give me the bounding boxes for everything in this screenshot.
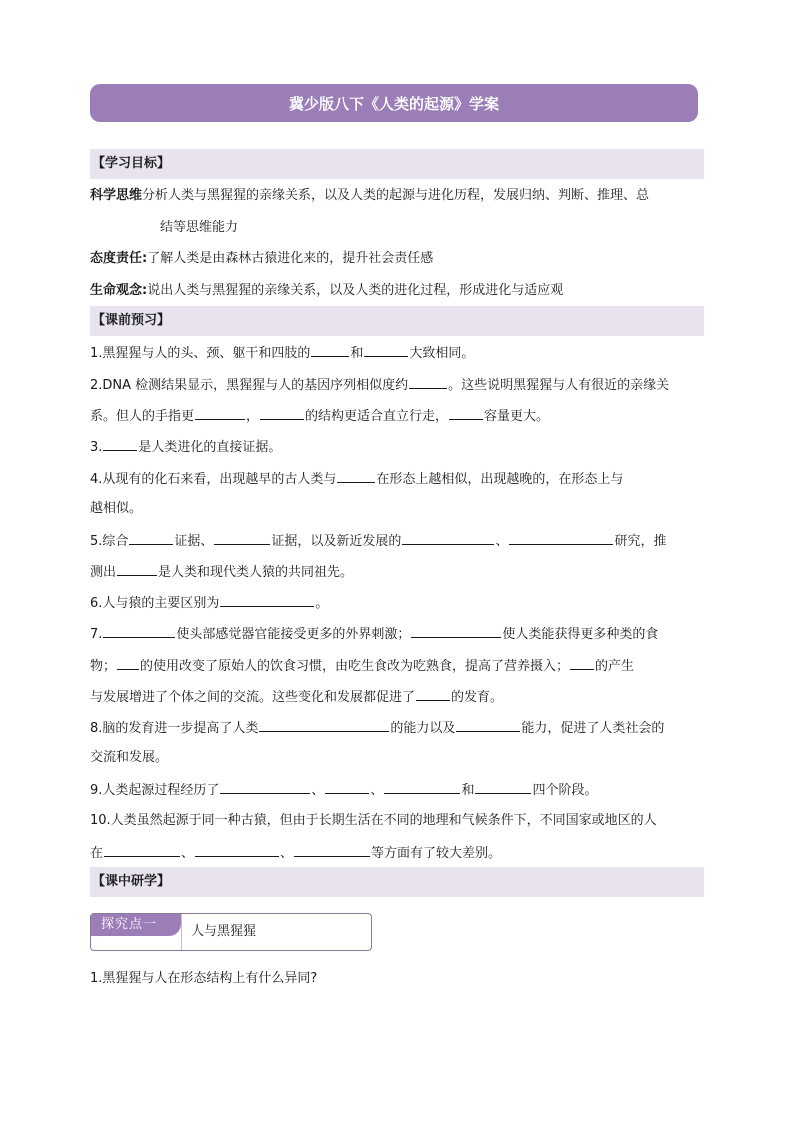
preview-question-9 [90,779,706,801]
text: 是人类和现代类人猿的共同祖先。 [158,565,354,580]
text: 的产生 [595,659,635,674]
text: 的使用改变了原始人的饮食习惯，由吃生食改为吃熟食，提高了营养摄入； [140,659,570,674]
answer-blank[interactable] [103,436,137,451]
answer-blank[interactable] [325,779,369,794]
preview-question-7-cont [90,655,706,677]
preview-question-10 [90,811,706,831]
text: 在形态上越相似，出现越晚的，在形态上与 [376,472,624,487]
answer-blank[interactable] [260,405,304,420]
text: 证据、 [174,534,214,549]
preview-question-7 [90,623,706,645]
text: 等方面有了较大差别。 [371,846,502,861]
text: 的结构更适合直立行走， [305,409,449,424]
preview-question-5-cont [90,561,706,583]
text: 系。但人的手指更 [90,409,195,424]
answer-blank[interactable] [311,342,349,357]
text: 。 [315,596,329,611]
answer-blank[interactable] [416,686,450,701]
goal-label: 生命观念: [90,283,148,298]
answer-blank[interactable] [195,842,279,857]
answer-blank[interactable] [103,623,175,638]
answer-blank[interactable] [402,530,494,545]
text: 证据，以及新近发展的 [271,534,402,549]
section-header-study: 【课中研学】 [90,867,704,897]
section-header-preview: 【课前预习】 [90,306,704,336]
text: 四个阶段。 [532,783,598,798]
text: 是人类进化的直接证据。 [138,440,282,455]
goal-science-thinking [90,186,706,206]
text: 6.人与猿的主要区别为 [90,596,220,611]
answer-blank[interactable] [117,561,157,576]
goal-attitude [90,249,706,269]
preview-question-8 [90,717,706,739]
preview-question-8-cont [90,748,706,768]
answer-blank[interactable] [449,405,483,420]
answer-blank[interactable] [294,842,370,857]
answer-blank[interactable] [456,717,520,732]
answer-blank[interactable] [475,779,531,794]
text: 、 [280,846,294,861]
answer-blank[interactable] [337,468,375,483]
document-title: 冀少版八下《人类的起源》学案 [90,84,698,122]
answer-blank[interactable] [195,405,245,420]
text: 、 [181,846,195,861]
preview-question-7-cont2 [90,686,706,708]
text: 交流和发展。 [90,750,169,765]
text: 5.综合 [90,534,129,549]
preview-question-2 [90,374,706,396]
text: 与发展增进了个体之间的交流。这些变化和发展都促进了 [90,690,416,705]
text: 和 [350,346,364,361]
answer-blank[interactable] [570,655,594,670]
text: ， [246,409,260,424]
text: 。这些说明黑猩猩与人有很近的亲缘关 [448,378,670,393]
text: 使头部感觉器官能接受更多的外界刺激； [176,627,411,642]
text: 容量更大。 [484,409,550,424]
text: 在 [90,846,104,861]
answer-blank[interactable] [220,779,310,794]
inquiry-point-label: 人与黑猩猩 [191,924,257,939]
preview-question-4-cont [90,499,706,519]
goal-life-concept [90,281,706,301]
text: 大致相同。 [409,346,475,361]
goal-text: 了解人类是由森林古猿进化来的，提升社会责任感 [147,251,434,266]
text: 物； [90,659,117,674]
text: 测出 [90,565,117,580]
preview-question-1 [90,342,706,364]
text: 、 [495,534,509,549]
preview-question-10-cont [90,842,706,864]
answer-blank[interactable] [364,342,408,357]
answer-blank[interactable] [220,592,314,607]
preview-question-6 [90,592,706,614]
preview-question-3 [90,436,706,458]
answer-blank[interactable] [509,530,613,545]
text: 研究，推 [614,534,667,549]
answer-blank[interactable] [117,655,139,670]
text: 、 [311,783,325,798]
answer-blank[interactable] [409,374,447,389]
answer-blank[interactable] [129,530,173,545]
text: 1.黑猩猩与人的头、颈、躯干和四肢的 [90,346,311,361]
inquiry-point-box [90,913,372,951]
text: 8.脑的发育进一步提高了人类 [90,721,259,736]
text: 越相似。 [90,501,143,516]
goal-text: 分析人类与黑猩猩的亲缘关系，以及人类的起源与进化历程，发展归纳、判断、推理、总 [142,188,650,203]
text: 能力，促进了人类社会的 [521,721,665,736]
text: 的发育。 [451,690,504,705]
goal-label: 科学思维 [90,188,143,203]
answer-blank[interactable] [384,779,460,794]
preview-question-5 [90,530,706,552]
text: 9.人类起源过程经历了 [90,783,220,798]
answer-blank[interactable] [214,530,270,545]
text: 10.人类虽然起源于同一种古猿，但由于长期生活在不同的地理和气候条件下，不同国家或地区的人 [90,813,657,828]
goal-science-thinking-cont: 结等思维能力 [160,220,239,235]
text: 使人类能获得更多种类的食 [502,627,659,642]
text: 7. [90,627,103,642]
preview-question-2-cont [90,405,706,427]
study-question-1: 1.黑猩猩与人在形态结构上有什么异同? [90,971,318,986]
text: 的能力以及 [390,721,456,736]
text: 、 [370,783,384,798]
text: 4.从现有的化石来看，出现越早的古人类与 [90,472,337,487]
answer-blank[interactable] [104,842,180,857]
divider [181,914,182,950]
section-header-goals: 【学习目标】 [90,149,704,179]
text: 2.DNA 检测结果显示，黑猩猩与人的基因序列相似度约 [90,378,409,393]
inquiry-point-tag: 探究点一 [91,914,181,936]
preview-question-4 [90,468,706,490]
answer-blank[interactable] [411,623,501,638]
answer-blank[interactable] [259,717,389,732]
text: 3. [90,440,103,455]
goal-text: 说出人类与黑猩猩的亲缘关系，以及人类的进化过程，形成进化与适应观 [147,283,564,298]
text: 和 [461,783,475,798]
goal-label: 态度责任: [90,251,148,266]
